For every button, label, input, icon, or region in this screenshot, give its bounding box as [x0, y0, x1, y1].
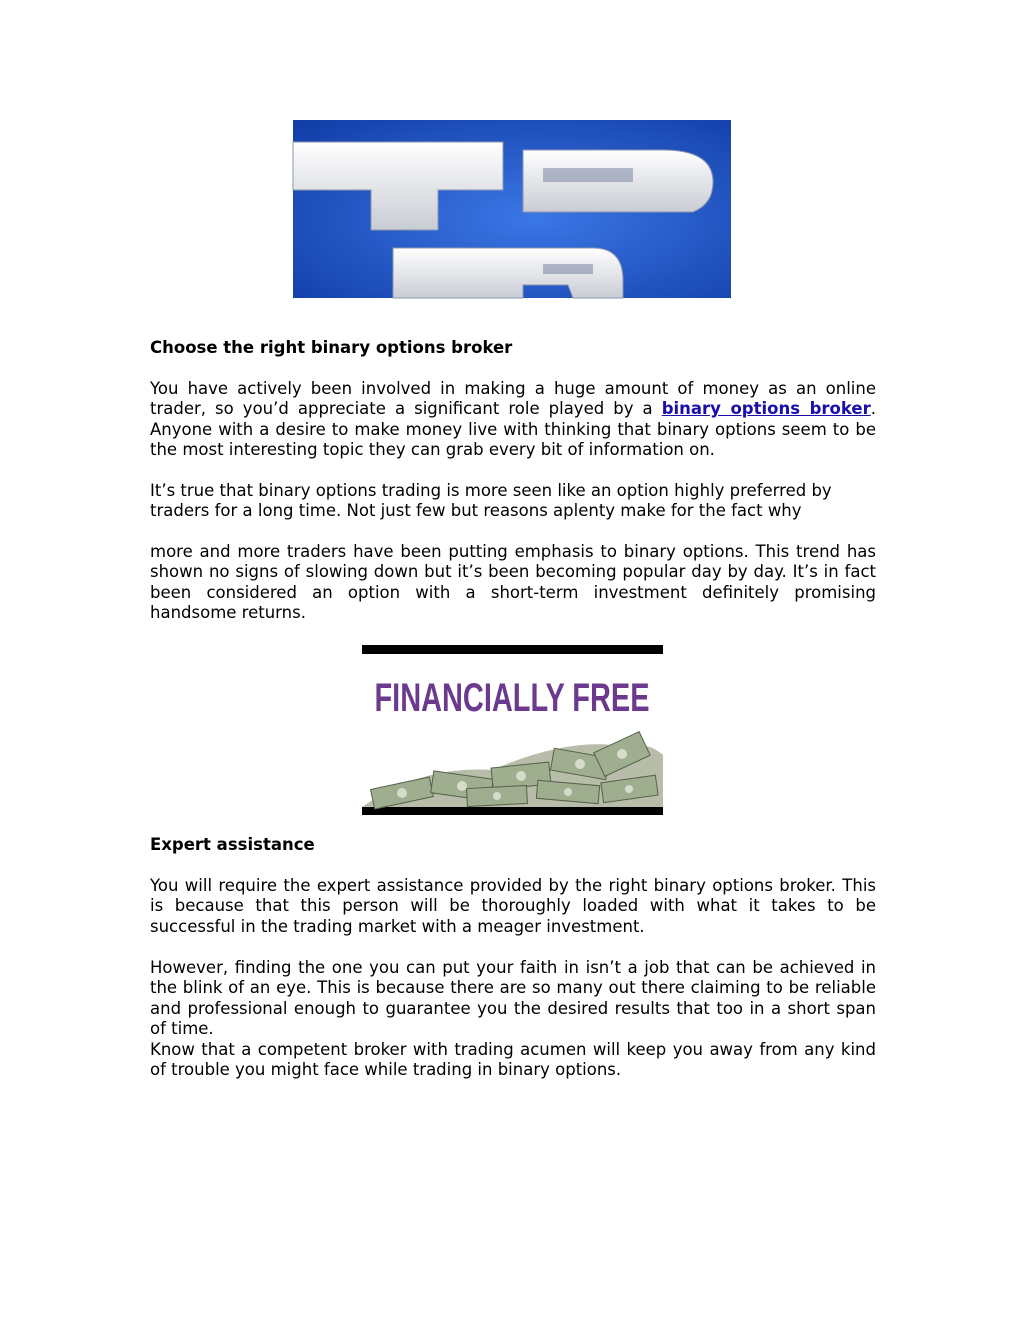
- paragraph-trading-preferred: It’s true that binary options trading is more seen like an option highly preferred by traders for a long time. Not just few but reasons aplenty make for the fact why: [150, 481, 832, 521]
- financially-free-graphic: [362, 645, 663, 815]
- section-heading-expert: Expert assistance: [150, 835, 315, 854]
- banner-caption: FINANCIALLY FREE: [374, 676, 650, 720]
- paragraph-intro-text: You have actively been involved in making a huge amount of money as an online trader, so you’d appreciate a significant role played by a: [150, 379, 876, 419]
- tbr-logo-image: [293, 120, 731, 298]
- paragraph-competent: Know that a competent broker with trading acumen will keep you away from any kind of trouble you might face while trading in binary options.: [150, 1040, 876, 1080]
- paragraph-intro: [150, 379, 876, 461]
- section-heading-broker: Choose the right binary options broker: [150, 338, 513, 357]
- tbr-logo-graphic: [293, 120, 731, 298]
- binary-options-broker-link[interactable]: binary options broker: [661, 399, 871, 419]
- financially-free-image: [362, 645, 663, 815]
- paragraph-expert: You will require the expert assistance provided by the right binary options broker. This is because that this person will be thoroughly loaded with what it takes to be successful in the trading market with a meager investment.: [150, 876, 876, 936]
- paragraph-finding: However, finding the one you can put your faith in isn’t a job that can be achieved in the blink of an eye. This is because there are so many out there claiming to be reliable and professional enough to guarantee you the desired results that too in a short span of time.: [150, 958, 876, 1039]
- paragraph-trend: more and more traders have been putting emphasis to binary options. This trend has shown no signs of slowing down but it’s been becoming popular day by day. It’s in fact been considered an option with a short-term investment definitely promising handsome returns.: [150, 542, 876, 623]
- paragraph-intro-text-after: . Anyone with a desire to make money live with thinking that binary options seem to be the most interesting topic they can grab every bit of information on.: [150, 399, 877, 460]
